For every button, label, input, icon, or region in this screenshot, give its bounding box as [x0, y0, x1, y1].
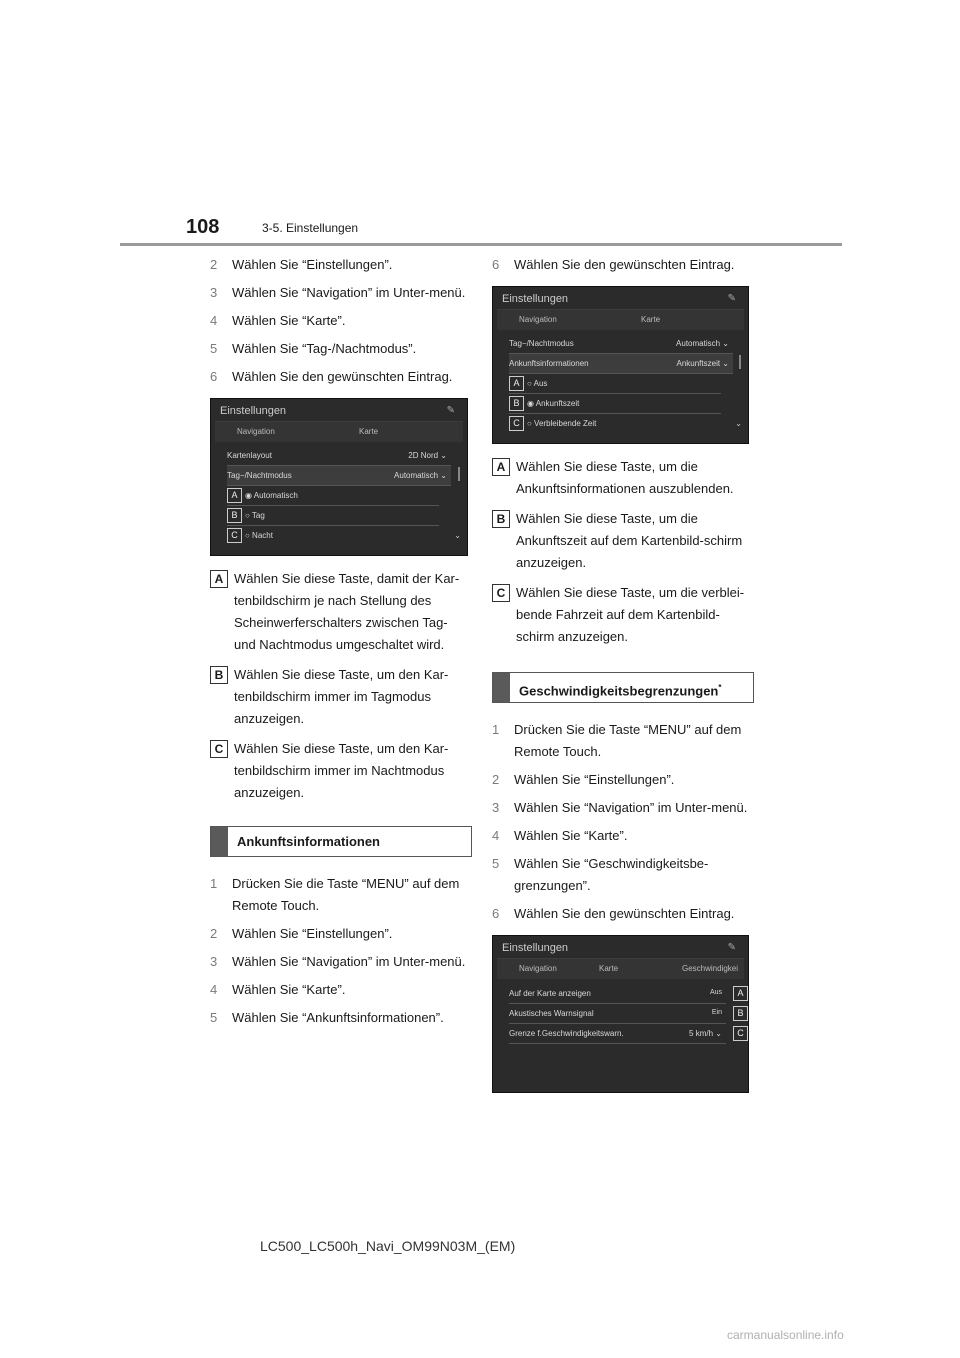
setting-value: Ankunftszeit ⌄ [676, 359, 729, 368]
setting-row[interactable] [509, 354, 733, 374]
callout-box: A [509, 376, 524, 391]
setting-label: Ankunftsinformationen [509, 359, 589, 368]
screenshot-tag-nachtmodus [210, 398, 468, 556]
setting-label: Tag−/Nachtmodus [227, 471, 292, 480]
step-text: Wählen Sie “Karte”. [514, 828, 628, 843]
screen-tab-row [497, 309, 744, 330]
callout-box: C [227, 528, 242, 543]
setting-label: Grenze f.Geschwindigkeitswarn. [509, 1029, 624, 1038]
toggle-value[interactable]: Ein [711, 1009, 722, 1016]
setting-value: Automatisch ⌄ [676, 339, 729, 348]
left-column [210, 254, 472, 1035]
step-number: 3 [492, 800, 500, 815]
watermark: carmanualsonline.info [727, 1328, 844, 1342]
subsection-heading [210, 826, 472, 857]
option-label: ○ Aus [527, 379, 548, 388]
setting-row[interactable] [509, 334, 733, 354]
step [210, 873, 472, 917]
screen-title: Einstellungen [502, 293, 569, 305]
step [492, 797, 754, 819]
description-text: Wählen Sie diese Taste, um den Kar-tenbildschirm immer im Nachtmodus anzuzeigen. [234, 741, 449, 800]
setting-label: Auf der Karte anzeigen [509, 989, 591, 998]
option-label: ◉ Automatisch [245, 491, 298, 500]
heading-bar [211, 827, 228, 856]
chevron-down-icon: ⌄ [722, 339, 729, 348]
step-number: 5 [492, 856, 500, 871]
scroll-down-icon[interactable]: ⌄ [735, 419, 742, 428]
scroll-down-icon[interactable]: ⌄ [454, 531, 461, 540]
step [492, 769, 754, 791]
subsection-heading [492, 672, 754, 703]
page-number: 108 [186, 216, 220, 238]
setting-row-show-on-map[interactable] [509, 984, 726, 1004]
callout-box: C [733, 1026, 748, 1041]
chevron-down-icon: ⌄ [715, 1029, 722, 1038]
description-item [210, 664, 472, 730]
step-number: 1 [492, 722, 500, 737]
scrollbar[interactable] [458, 467, 460, 481]
screenshot-ankunftsinformationen [492, 286, 749, 444]
description-item [492, 582, 754, 648]
option-label: ◉ Ankunftszeit [527, 399, 580, 408]
description-item [492, 456, 754, 500]
tab-navigation[interactable]: Navigation [519, 315, 557, 324]
tab-karte[interactable]: Karte [641, 315, 661, 324]
screenshot-geschwindigkeitsbegrenzungen [492, 935, 749, 1093]
step-number: 5 [210, 1010, 218, 1025]
step-number: 2 [210, 257, 218, 272]
toggle-value[interactable]: Aus [709, 989, 722, 996]
step [210, 254, 472, 276]
callout-letter: C [492, 584, 510, 602]
step [492, 719, 754, 763]
setting-row[interactable] [227, 446, 451, 466]
step [210, 366, 472, 388]
step-number: 6 [210, 369, 218, 384]
callout-box: B [733, 1006, 748, 1021]
footnote-mark: * [718, 683, 722, 692]
heading-text: Ankunftsinformationen [237, 834, 380, 849]
step-text: Wählen Sie “Geschwindigkeitsbe-grenzungen”. [514, 856, 709, 893]
step-number: 6 [492, 906, 500, 921]
callout-box: B [227, 508, 242, 523]
callout-letter: C [210, 740, 228, 758]
description-text: Wählen Sie diese Taste, damit der Kar-tenbildschirm je nach Stellung des Scheinwerferschalters zwischen Tag- und Nachtmodus umgeschaltet wird. [234, 571, 460, 652]
step [210, 923, 472, 945]
screen-title: Einstellungen [502, 942, 569, 954]
option-tag[interactable] [227, 507, 439, 526]
option-automatisch[interactable] [227, 487, 439, 506]
step [210, 338, 472, 360]
step-text: Drücken Sie die Taste “MENU” auf dem Remote Touch. [232, 876, 460, 913]
option-aus[interactable] [509, 375, 721, 394]
option-ankunftszeit[interactable] [509, 395, 721, 414]
step [492, 825, 754, 847]
tab-navigation[interactable]: Navigation [519, 964, 557, 973]
step-text: Wählen Sie “Tag-/Nachtmodus”. [232, 341, 417, 356]
step-text: Wählen Sie “Karte”. [232, 982, 346, 997]
setting-label: Tag−/Nachtmodus [509, 339, 574, 348]
screen-tab-row [215, 421, 463, 442]
setting-label: Akustisches Warnsignal [509, 1009, 594, 1018]
edit-icon: ✎ [727, 942, 736, 953]
setting-row[interactable] [227, 466, 451, 486]
description-item [210, 568, 472, 656]
callout-letter: B [210, 666, 228, 684]
step-text: Wählen Sie “Einstellungen”. [232, 926, 393, 941]
setting-value: 2D Nord ⌄ [408, 451, 447, 460]
step-number: 5 [210, 341, 218, 356]
edit-icon: ✎ [727, 293, 736, 304]
step-text: Wählen Sie “Karte”. [232, 313, 346, 328]
chevron-down-icon: ⌄ [440, 471, 447, 480]
step-number: 4 [492, 828, 500, 843]
tab-karte[interactable]: Karte [359, 427, 379, 436]
option-label: ○ Tag [245, 511, 265, 520]
screen-tab-row [497, 958, 744, 979]
tab-geschwindigkeit[interactable]: Geschwindigkei [682, 964, 739, 973]
step-number: 6 [492, 257, 500, 272]
scrollbar[interactable] [739, 355, 741, 369]
step-text: Drücken Sie die Taste “MENU” auf dem Remote Touch. [514, 722, 742, 759]
step [210, 979, 472, 1001]
description-item [492, 508, 754, 574]
step-text: Wählen Sie “Einstellungen”. [232, 257, 393, 272]
callout-box: A [227, 488, 242, 503]
heading-bar [493, 673, 510, 702]
option-label: ○ Nacht [245, 531, 273, 540]
step [492, 254, 754, 276]
step-number: 2 [210, 926, 218, 941]
setting-value: Automatisch ⌄ [394, 471, 447, 480]
step-number: 2 [492, 772, 500, 787]
callout-box: A [733, 986, 748, 1001]
setting-row-speed-threshold[interactable] [509, 1024, 726, 1044]
description-text: Wählen Sie diese Taste, um die Ankunftsinformationen auszublenden. [516, 459, 734, 496]
setting-row-warning-sound[interactable] [509, 1004, 726, 1024]
screen-title: Einstellungen [220, 405, 287, 417]
step [492, 903, 754, 925]
document-footer: LC500_LC500h_Navi_OM99N03M_(EM) [260, 1238, 516, 1254]
step [492, 853, 754, 897]
option-verbleibende-zeit[interactable] [509, 415, 721, 433]
chevron-down-icon: ⌄ [440, 451, 447, 460]
step-text: Wählen Sie den gewünschten Eintrag. [514, 257, 735, 272]
step [210, 282, 472, 304]
section-title: 3-5. Einstellungen [262, 221, 359, 235]
edit-icon: ✎ [446, 405, 455, 416]
heading-text: Geschwindigkeitsbegrenzungen* [519, 683, 722, 699]
step [210, 1007, 472, 1029]
description-item [210, 738, 472, 804]
step-number: 1 [210, 876, 218, 891]
step-number: 4 [210, 982, 218, 997]
tab-karte[interactable]: Karte [599, 964, 619, 973]
step-text: Wählen Sie den gewünschten Eintrag. [514, 906, 735, 921]
step-number: 3 [210, 954, 218, 969]
description-text: Wählen Sie diese Taste, um die Ankunftszeit auf dem Kartenbild-schirm anzuzeigen. [516, 511, 743, 570]
step [210, 951, 472, 973]
step-text: Wählen Sie “Navigation” im Unter-menü. [232, 954, 466, 969]
callout-letter: B [492, 510, 510, 528]
chevron-down-icon: ⌄ [722, 359, 729, 368]
step [210, 310, 472, 332]
tab-navigation[interactable]: Navigation [237, 427, 275, 436]
step-number: 4 [210, 313, 218, 328]
callout-box: B [509, 396, 524, 411]
description-text: Wählen Sie diese Taste, um die verblei-bende Fahrzeit auf dem Kartenbild-schirm anzuzeigen. [516, 585, 745, 644]
callout-box: C [509, 416, 524, 431]
step-text: Wählen Sie “Einstellungen”. [514, 772, 675, 787]
step-text: Wählen Sie “Ankunftsinformationen”. [232, 1010, 444, 1025]
option-label: ○ Verbleibende Zeit [527, 419, 597, 428]
callout-letter: A [210, 570, 228, 588]
step-text: Wählen Sie den gewünschten Eintrag. [232, 369, 453, 384]
step-text: Wählen Sie “Navigation” im Unter-menü. [232, 285, 466, 300]
setting-value: 5 km/h ⌄ [689, 1029, 722, 1038]
setting-label: Kartenlayout [227, 451, 272, 460]
callout-letter: A [492, 458, 510, 476]
header-rule [120, 243, 842, 246]
step-number: 3 [210, 285, 218, 300]
description-text: Wählen Sie diese Taste, um den Kar-tenbildschirm immer im Tagmodus anzuzeigen. [234, 667, 449, 726]
option-nacht[interactable] [227, 527, 439, 545]
right-column [492, 254, 754, 1105]
step-text: Wählen Sie “Navigation” im Unter-menü. [514, 800, 748, 815]
